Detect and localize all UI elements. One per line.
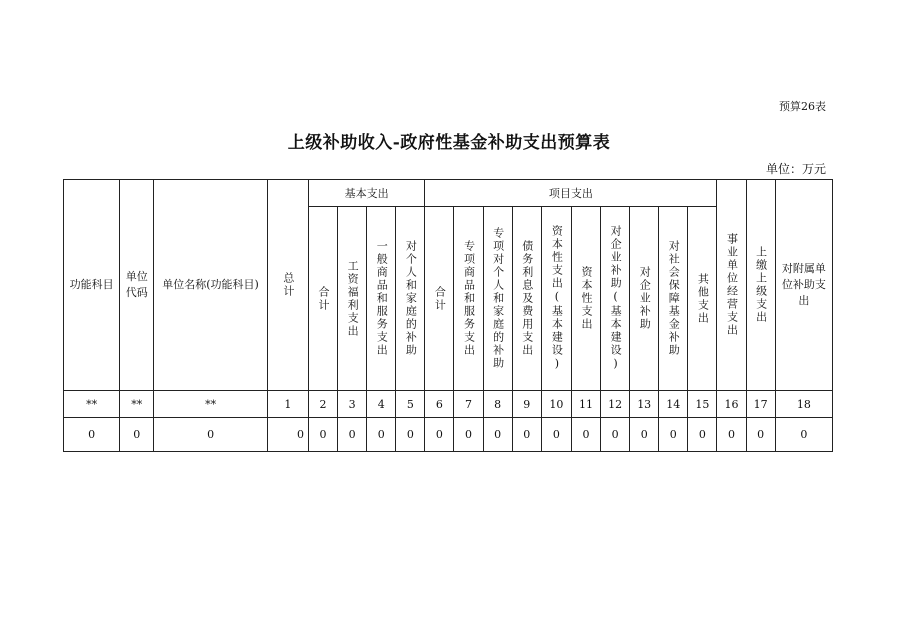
header-total: 总计: [267, 180, 308, 391]
index-cell: 4: [367, 391, 396, 418]
index-cell: 13: [630, 391, 659, 418]
header-unit-code: 单位代码: [120, 180, 154, 391]
index-cell: 8: [483, 391, 512, 418]
index-cell: 5: [396, 391, 425, 418]
header-project-expenditure: 项目支出: [425, 180, 717, 207]
index-row: [64, 391, 833, 418]
header-wage-welfare: 工资福利支出: [338, 207, 367, 391]
data-cell: 0: [659, 418, 688, 452]
data-cell: 0: [338, 418, 367, 452]
header-basic-sum: 合计: [308, 207, 337, 391]
data-cell: 0: [454, 418, 483, 452]
data-cell: 0: [775, 418, 832, 452]
header-basic-expenditure: 基本支出: [308, 180, 424, 207]
index-cell: 14: [659, 391, 688, 418]
index-cell: 15: [688, 391, 717, 418]
header-capital: 资本性支出: [571, 207, 600, 391]
data-cell: 0: [367, 418, 396, 452]
index-cell: 2: [308, 391, 337, 418]
data-cell: 0: [601, 418, 630, 452]
header-social-security: 对社会保障基金补助: [659, 207, 688, 391]
header-special-personal: 专项对个人和家庭的补助: [483, 207, 512, 391]
header-subsidiary-subsidy: 对附属单位补助支出: [775, 180, 832, 391]
header-project-sum: 合计: [425, 207, 454, 391]
data-cell: 0: [717, 418, 746, 452]
budget-table: [63, 179, 833, 452]
header-capital-construction: 资本性支出(基本建设): [541, 207, 571, 391]
header-func-subject: 功能科目: [64, 180, 120, 391]
index-cell: 1: [267, 391, 308, 418]
index-cell: 17: [746, 391, 775, 418]
index-cell: 16: [717, 391, 746, 418]
header-enterprise-construction: 对企业补助(基本建设): [601, 207, 630, 391]
unit-label: 单位：万元: [765, 162, 826, 176]
data-cell: 0: [267, 418, 308, 452]
data-cell: 0: [396, 418, 425, 452]
index-cell: 6: [425, 391, 454, 418]
header-other: 其他支出: [688, 207, 717, 391]
data-cell: 0: [688, 418, 717, 452]
page-title: 上级补助收入-政府性基金补助支出预算表: [287, 133, 611, 153]
data-cell: 0: [541, 418, 571, 452]
index-cell: **: [154, 391, 267, 418]
data-cell: 0: [512, 418, 541, 452]
index-cell: **: [120, 391, 154, 418]
data-cell: 0: [120, 418, 154, 452]
index-cell: 12: [601, 391, 630, 418]
header-personal-subsidy: 对个人和家庭的补助: [396, 207, 425, 391]
data-cell: 0: [746, 418, 775, 452]
header-debt-interest: 债务利息及费用支出: [512, 207, 541, 391]
header-unit-name: 单位名称(功能科目): [154, 180, 267, 391]
index-cell: 10: [541, 391, 571, 418]
header-business-operation: 事业单位经营支出: [717, 180, 746, 391]
data-cell: 0: [571, 418, 600, 452]
data-cell: 0: [64, 418, 120, 452]
data-row: [64, 418, 833, 452]
index-cell: 7: [454, 391, 483, 418]
data-cell: 0: [630, 418, 659, 452]
table-number-note: 预算26表: [779, 100, 826, 113]
header-upper-remit: 上缴上级支出: [746, 180, 775, 391]
index-cell: 9: [512, 391, 541, 418]
data-cell: 0: [154, 418, 267, 452]
header-goods-services: 一般商品和服务支出: [367, 207, 396, 391]
data-cell: 0: [425, 418, 454, 452]
index-cell: **: [64, 391, 120, 418]
index-cell: 18: [775, 391, 832, 418]
data-cell: 0: [308, 418, 337, 452]
index-cell: 11: [571, 391, 600, 418]
header-special-goods: 专项商品和服务支出: [454, 207, 483, 391]
data-cell: 0: [483, 418, 512, 452]
header-enterprise-subsidy: 对企业补助: [630, 207, 659, 391]
index-cell: 3: [338, 391, 367, 418]
